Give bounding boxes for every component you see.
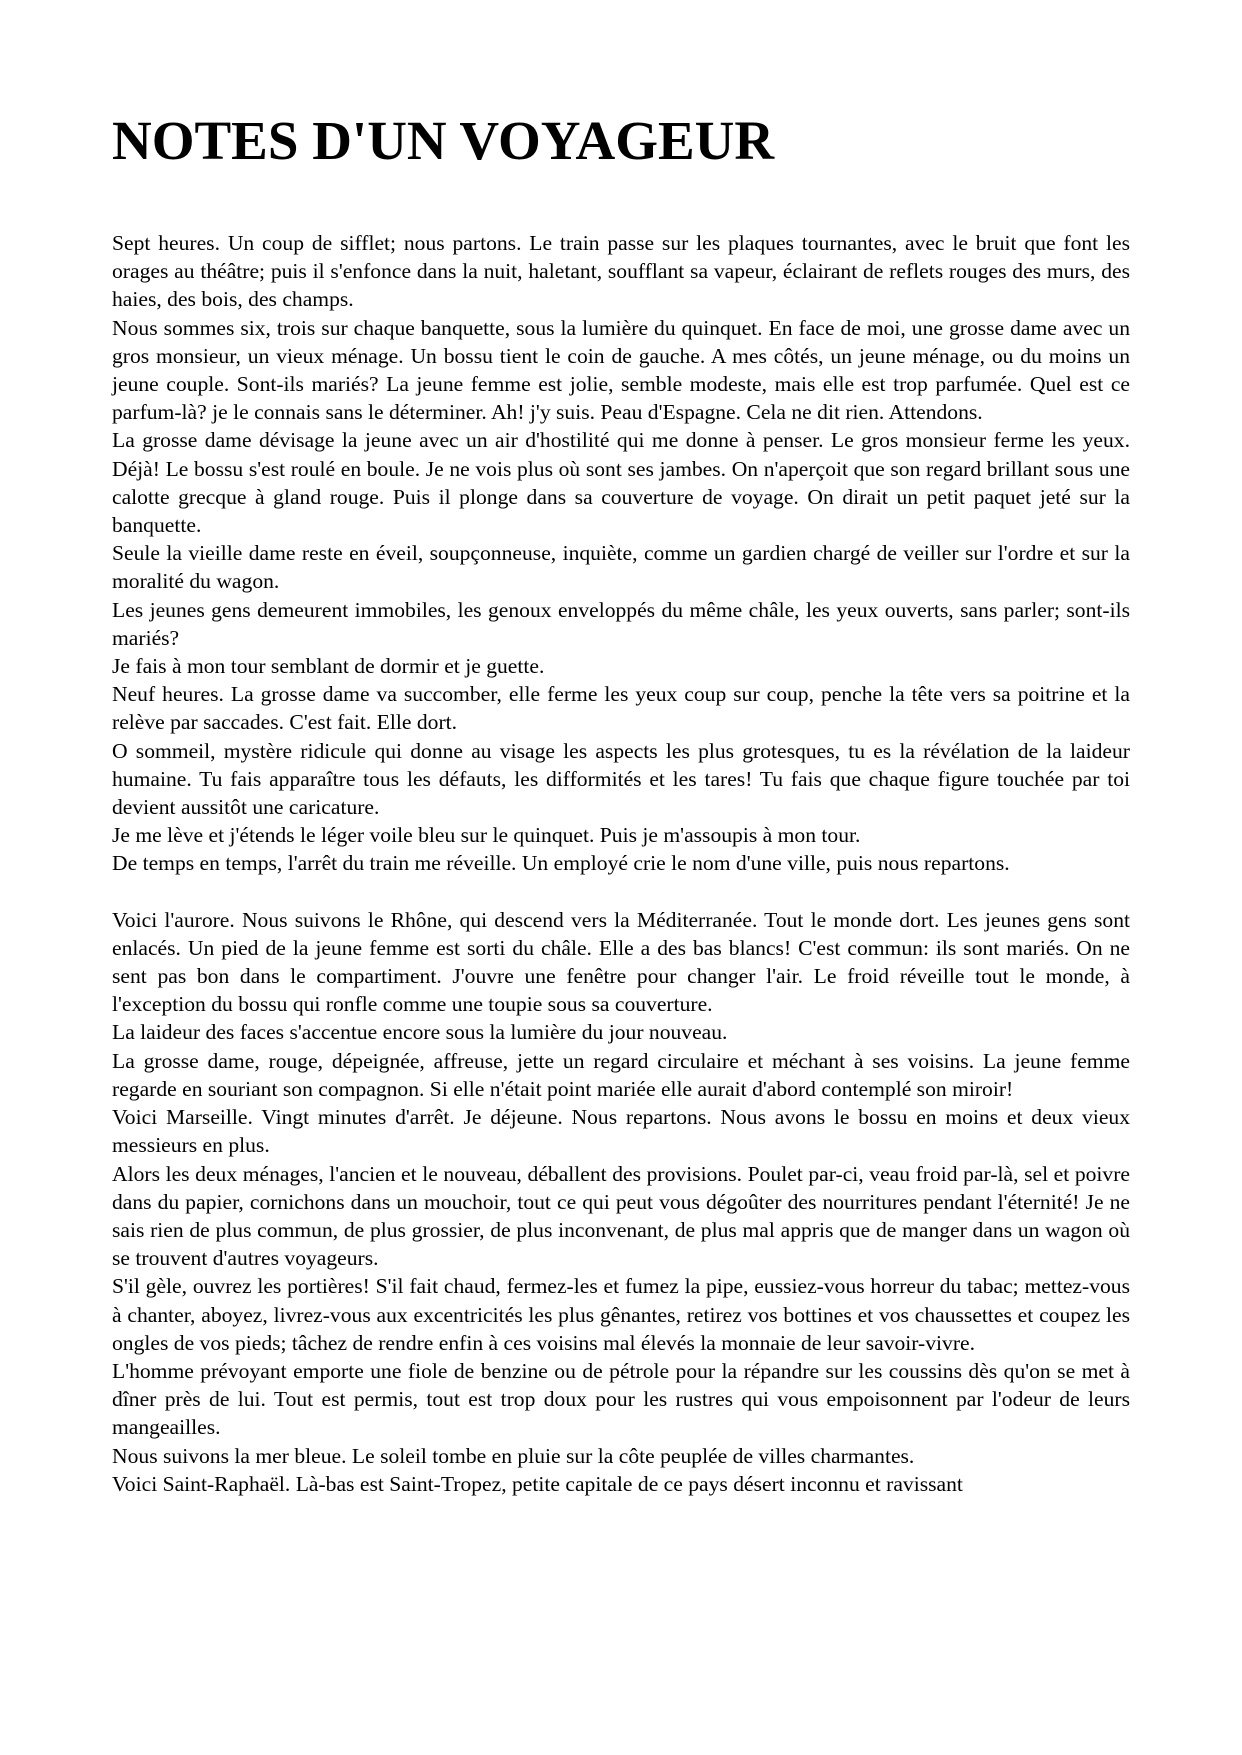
paragraph: Alors les deux ménages, l'ancien et le nouveau, déballent des provisions. Poulet par-ci, veau froid par-là, sel et poivre dans du papier, cornichons dans un mouchoir, tout ce qui peut vous dégoûter des nourritures pendant l'éternité! Je ne sais rien de plus commun, de plus grossier, de plus inconvenant, de plus mal appris que de manger dans un wagon où se trouvent d'autres voyageurs. [112, 1161, 1130, 1271]
paragraph: De temps en temps, l'arrêt du train me réveille. Un employé crie le nom d'une ville, puis nous repartons. [112, 851, 1010, 876]
paragraph: Seule la vieille dame reste en éveil, soupçonneuse, inquiète, comme un gardien chargé de veiller sur l'ordre et sur la moralité du wagon. [112, 541, 1130, 594]
paragraph: Nous suivons la mer bleue. Le soleil tombe en pluie sur la côte peuplée de villes charmantes. [112, 1443, 915, 1468]
paragraph: Voici Saint-Raphaël. Là-bas est Saint-Tropez, petite capitale de ce pays désert inconnu et ravissant [112, 1471, 963, 1496]
paragraph: Je fais à mon tour semblant de dormir et je guette. [112, 654, 545, 679]
paragraph: Je me lève et j'étends le léger voile bleu sur le quinquet. Puis je m'assoupis à mon tour. [112, 823, 861, 848]
body-text [112, 229, 1130, 1498]
paragraph: Les jeunes gens demeurent immobiles, les genoux enveloppés du même châle, les yeux ouverts, sans parler; sont-ils mariés? [112, 597, 1130, 650]
paragraph: Voici l'aurore. Nous suivons le Rhône, qui descend vers la Méditerranée. Tout le monde dort. Les jeunes gens sont enlacés. Un pied de la jeune femme est sorti du châle. Elle a des bas blancs! C'est commun: ils sont mariés. On ne sent pas bon dans le compartiment. J'ouvre une fenêtre pour changer l'air. Le froid réveille tout le monde, à l'exception du bossu qui ronfle comme une toupie sous sa couverture. [112, 907, 1130, 1017]
paragraph: L'homme prévoyant emporte une fiole de benzine ou de pétrole pour la répandre sur les coussins dès qu'on se met à dîner près de lui. Tout est permis, tout est trop doux pour les rustres qui vous empoisonnent par l'odeur de leurs mangeailles. [112, 1358, 1130, 1440]
paragraph: La grosse dame dévisage la jeune avec un air d'hostilité qui me donne à penser. Le gros monsieur ferme les yeux. Déjà! Le bossu s'est roulé en boule. Je ne vois plus où sont ses jambes. On n'aperçoit que son regard brillant sous une calotte grecque à gland rouge. Puis il plonge dans sa couverture de voyage. On dirait un petit paquet jeté sur la banquette. [112, 428, 1130, 538]
paragraph: La laideur des faces s'accentue encore sous la lumière du jour nouveau. [112, 1020, 728, 1045]
page-title: NOTES D'UN VOYAGEUR [112, 110, 775, 171]
paragraph: Sept heures. Un coup de sifflet; nous partons. Le train passe sur les plaques tournantes, avec le bruit que font les orages au théâtre; puis il s'enfonce dans la nuit, haletant, soufflant sa vapeur, éclairant de reflets rouges des murs, des haies, des bois, des champs. [112, 231, 1130, 312]
paragraph: S'il gèle, ouvrez les portières! S'il fait chaud, fermez-les et fumez la pipe, eussiez-vous horreur du tabac; mettez-vous à chanter, aboyez, livrez-vous aux excentricités les plus gênantes, retirez vos bottines et vos chaussettes et coupez les ongles de vos pieds; tâchez de rendre enfin à ces voisins mal élevés la monnaie de leur savoir-vivre. [112, 1274, 1130, 1355]
paragraph: Voici Marseille. Vingt minutes d'arrêt. Je déjeune. Nous repartons. Nous avons le bossu en moins et deux vieux messieurs en plus. [112, 1105, 1130, 1158]
paragraph: O sommeil, mystère ridicule qui donne au visage les aspects les plus grotesques, tu es la révélation de la laideur humaine. Tu fais apparaître tous les défauts, les difformités et les tares! Tu fais que chaque figure touchée par toi devient aussitôt une caricature. [112, 738, 1130, 820]
paragraph: Neuf heures. La grosse dame va succomber, elle ferme les yeux coup sur coup, penche la tête vers sa poitrine et la relève par saccades. C'est fait. Elle dort. [112, 682, 1130, 735]
paragraph: Nous sommes six, trois sur chaque banquette, sous la lumière du quinquet. En face de moi, une grosse dame avec un gros monsieur, un vieux ménage. Un bossu tient le coin de gauche. A mes côtés, un jeune ménage, ou du moins un jeune couple. Sont-ils mariés? La jeune femme est jolie, semble modeste, mais elle est trop parfumée. Quel est ce parfum-là? je le connais sans le déterminer. Ah! j'y suis. Peau d'Espagne. Cela ne dit rien. Attendons. [112, 315, 1130, 425]
paragraph: La grosse dame, rouge, dépeignée, affreuse, jette un regard circulaire et méchant à ses voisins. La jeune femme regarde en souriant son compagnon. Si elle n'était point mariée elle aurait d'abord contemplé son miroir! [112, 1048, 1130, 1101]
